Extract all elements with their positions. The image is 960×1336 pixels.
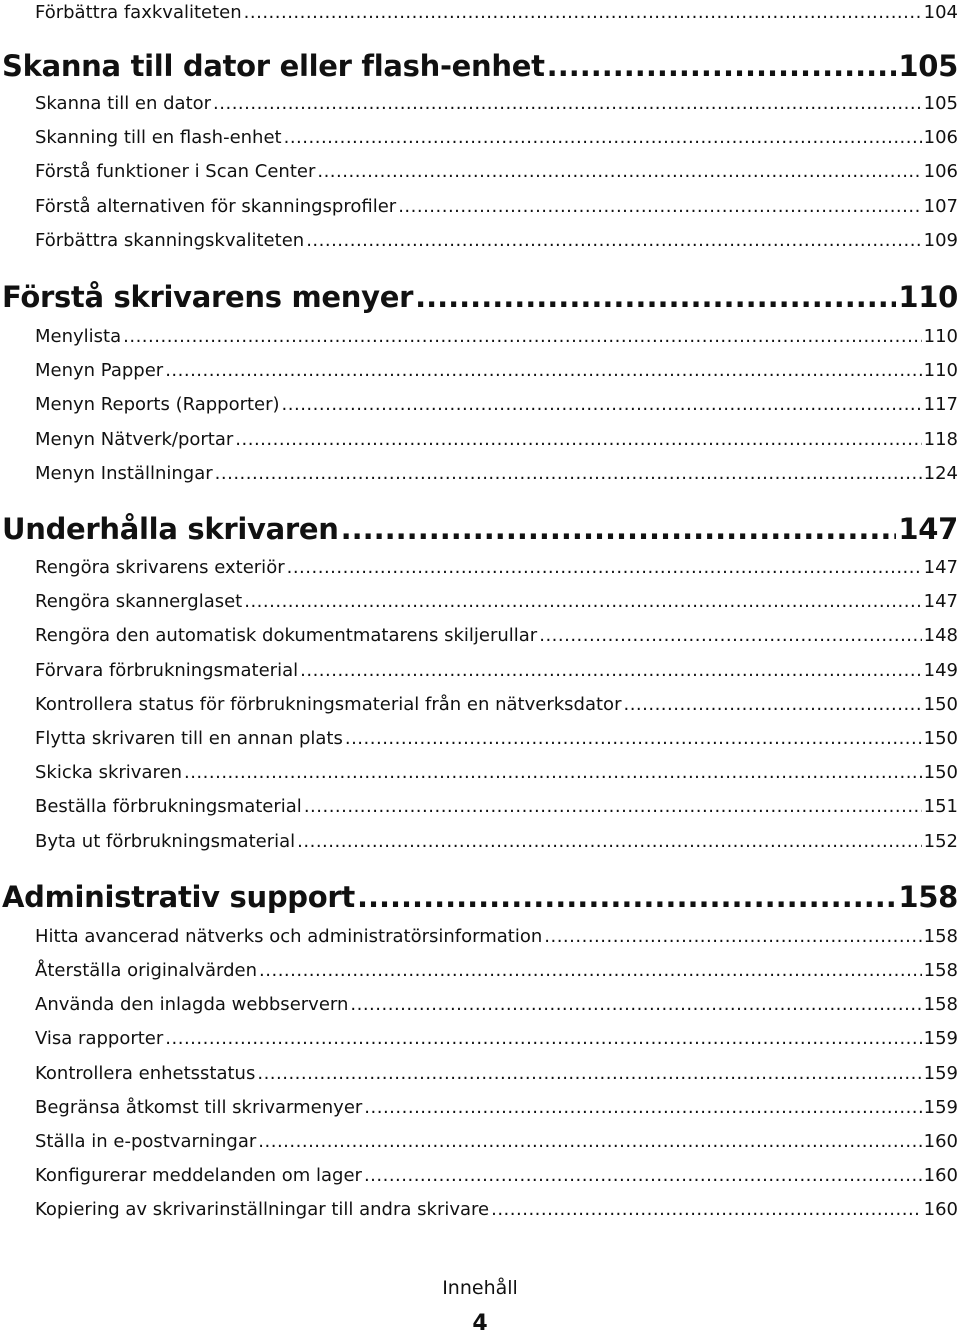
dot-leader (213, 91, 922, 117)
dot-leader (364, 1163, 922, 1189)
toc-entry-label: Menyn Nätverk/portar (35, 429, 234, 450)
toc-entry-page: 160 (923, 1131, 958, 1152)
dot-leader (350, 992, 921, 1018)
toc-entry-page: 124 (923, 463, 958, 484)
toc-entry-label: Visa rapporter (35, 1028, 164, 1049)
dot-leader (282, 392, 922, 418)
dot-leader (259, 958, 922, 984)
toc-entry-label: Ställa in e-postvarningar (35, 1131, 257, 1152)
toc-chapter-page: 147 (898, 512, 958, 546)
toc-entry-label: Förbättra skanningskvaliteten (35, 230, 305, 251)
toc-entry-label: Flytta skrivaren till en annan plats (35, 728, 343, 749)
toc-chapter-page: 105 (898, 49, 958, 83)
toc-entry-label: Hitta avancerad nätverks och administratörsinformation (35, 926, 543, 947)
dot-leader (341, 509, 897, 549)
dot-leader (306, 228, 921, 254)
toc-entry-page: 149 (923, 660, 958, 681)
toc-entry[interactable] (35, 1061, 958, 1087)
footer-section-title: Innehåll (442, 1277, 518, 1299)
dot-leader (300, 658, 922, 684)
toc-entry[interactable] (35, 324, 958, 350)
dot-leader (345, 726, 922, 752)
toc-entry[interactable] (35, 829, 958, 855)
toc-entry-label: Beställa förbrukningsmaterial (35, 796, 302, 817)
dot-leader (317, 159, 921, 185)
dot-leader (364, 1095, 921, 1121)
toc-entry-label: Menyn Papper (35, 360, 164, 381)
toc-entry-page: 152 (923, 831, 958, 852)
toc-entry-page: 110 (923, 360, 958, 381)
toc-entry[interactable] (35, 1197, 958, 1223)
dot-leader (284, 125, 922, 151)
dot-leader (398, 194, 921, 220)
toc-entry[interactable] (35, 228, 958, 254)
toc-entry[interactable] (35, 0, 958, 26)
toc-entry[interactable] (35, 555, 958, 581)
toc-entry[interactable] (35, 760, 958, 786)
toc-entry-label: Förstå funktioner i Scan Center (35, 161, 316, 182)
dot-leader (544, 924, 921, 950)
toc-entry[interactable] (35, 794, 958, 820)
dot-leader (215, 461, 922, 487)
toc-entry-label: Återställa originalvärden (35, 960, 258, 981)
toc-entry[interactable] (35, 427, 958, 453)
toc-entry[interactable] (35, 1129, 958, 1155)
toc-entry-page: 158 (923, 926, 958, 947)
toc-entry[interactable] (35, 392, 958, 418)
toc-entry-page: 159 (923, 1028, 958, 1049)
toc-entry-page: 160 (923, 1165, 958, 1186)
toc-entry-page: 107 (923, 196, 958, 217)
toc-chapter-heading[interactable] (2, 509, 958, 549)
toc-entry[interactable] (35, 958, 958, 984)
toc-entry[interactable] (35, 924, 958, 950)
toc-entry-page: 118 (923, 429, 958, 450)
dot-leader (165, 1026, 921, 1052)
toc-entry[interactable] (35, 1026, 958, 1052)
toc-entry-page: 160 (923, 1199, 958, 1220)
toc-chapter-page: 110 (898, 280, 958, 314)
toc-entry-page: 106 (923, 161, 958, 182)
toc-entry-page: 150 (923, 728, 958, 749)
toc-entry-label: Begränsa åtkomst till skrivarmenyer (35, 1097, 363, 1118)
toc-entry[interactable] (35, 358, 958, 384)
toc-entry-page: 110 (923, 326, 958, 347)
toc-entry-page: 158 (923, 994, 958, 1015)
dot-leader (297, 829, 921, 855)
toc-entry[interactable] (35, 91, 958, 117)
dot-leader (415, 277, 896, 317)
toc-entry-label: Byta ut förbrukningsmaterial (35, 831, 296, 852)
dot-leader (235, 427, 921, 453)
dot-leader (547, 46, 897, 86)
toc-entry-label: Förbättra faxkvaliteten (35, 2, 242, 23)
dot-leader (539, 623, 921, 649)
dot-leader (257, 1061, 921, 1087)
toc-entry-page: 159 (923, 1063, 958, 1084)
toc-entry-label: Menylista (35, 326, 122, 347)
toc-entry-page: 147 (923, 591, 958, 612)
dot-leader (244, 0, 922, 26)
toc-entry[interactable] (35, 692, 958, 718)
toc-chapter-heading[interactable] (2, 277, 958, 317)
toc-entry[interactable] (35, 194, 958, 220)
toc-entry-page: 148 (923, 625, 958, 646)
toc-entry-label: Skicka skrivaren (35, 762, 182, 783)
toc-entry-page: 158 (923, 960, 958, 981)
toc-chapter-heading[interactable] (2, 46, 958, 86)
toc-entry-label: Kopiering av skrivarinställningar till andra skrivare (35, 1199, 490, 1220)
footer-page-number: 4 (472, 1311, 488, 1336)
dot-leader (258, 1129, 921, 1155)
toc-chapter-label: Förstå skrivarens menyer (2, 280, 414, 314)
toc-entry[interactable] (35, 159, 958, 185)
dot-leader (491, 1197, 922, 1223)
toc-entry-page: 150 (923, 694, 958, 715)
toc-entry[interactable] (35, 1095, 958, 1121)
dot-leader (165, 358, 921, 384)
toc-entry-label: Rengöra skrivarens exteriör (35, 557, 285, 578)
dot-leader (357, 877, 896, 917)
dot-leader (623, 692, 921, 718)
toc-entry-label: Kontrollera enhetsstatus (35, 1063, 256, 1084)
toc-entry[interactable] (35, 1163, 958, 1189)
dot-leader (304, 794, 922, 820)
toc-entry-page: 105 (923, 93, 958, 114)
dot-leader (123, 324, 922, 350)
toc-entry[interactable] (35, 589, 958, 615)
dot-leader (287, 555, 922, 581)
toc-entry[interactable] (35, 658, 958, 684)
toc-entry-label: Förvara förbrukningsmaterial (35, 660, 299, 681)
toc-entry-label: Förstå alternativen för skanningsprofiler (35, 196, 397, 217)
toc-entry-label: Rengöra skannerglaset (35, 591, 243, 612)
toc-entry-label: Konfigurerar meddelanden om lager (35, 1165, 362, 1186)
toc-entry-label: Skanna till en dator (35, 93, 212, 114)
toc-entry-page: 117 (923, 394, 958, 415)
toc-entry[interactable] (35, 461, 958, 487)
toc-entry-page: 106 (923, 127, 958, 148)
toc-entry-label: Kontrollera status för förbrukningsmaterial från en nätverksdator (35, 694, 622, 715)
toc-entry[interactable] (35, 125, 958, 151)
toc-entry-page: 159 (923, 1097, 958, 1118)
toc-entry[interactable] (35, 726, 958, 752)
toc-entry-page: 151 (923, 796, 958, 817)
toc-entry-page: 147 (923, 557, 958, 578)
toc-entry-label: Rengöra den automatisk dokumentmatarens skiljerullar (35, 625, 538, 646)
dot-leader (244, 589, 921, 615)
dot-leader (184, 760, 922, 786)
toc-entry[interactable] (35, 992, 958, 1018)
toc-entry-label: Skanning till en flash-enhet (35, 127, 282, 148)
toc-chapter-page: 158 (898, 880, 958, 914)
toc-chapter-label: Underhålla skrivaren (2, 512, 339, 546)
toc-entry-label: Använda den inlagda webbservern (35, 994, 349, 1015)
toc-entry-label: Menyn Reports (Rapporter) (35, 394, 280, 415)
toc-chapter-label: Skanna till dator eller flash-enhet (2, 49, 545, 83)
toc-chapter-label: Administrativ support (2, 880, 355, 914)
toc-entry-page: 109 (923, 230, 958, 251)
toc-entry[interactable] (35, 623, 958, 649)
toc-entry-page: 104 (923, 2, 958, 23)
toc-entry-label: Menyn Inställningar (35, 463, 213, 484)
toc-chapter-heading[interactable] (2, 877, 958, 917)
toc-entry-page: 150 (923, 762, 958, 783)
